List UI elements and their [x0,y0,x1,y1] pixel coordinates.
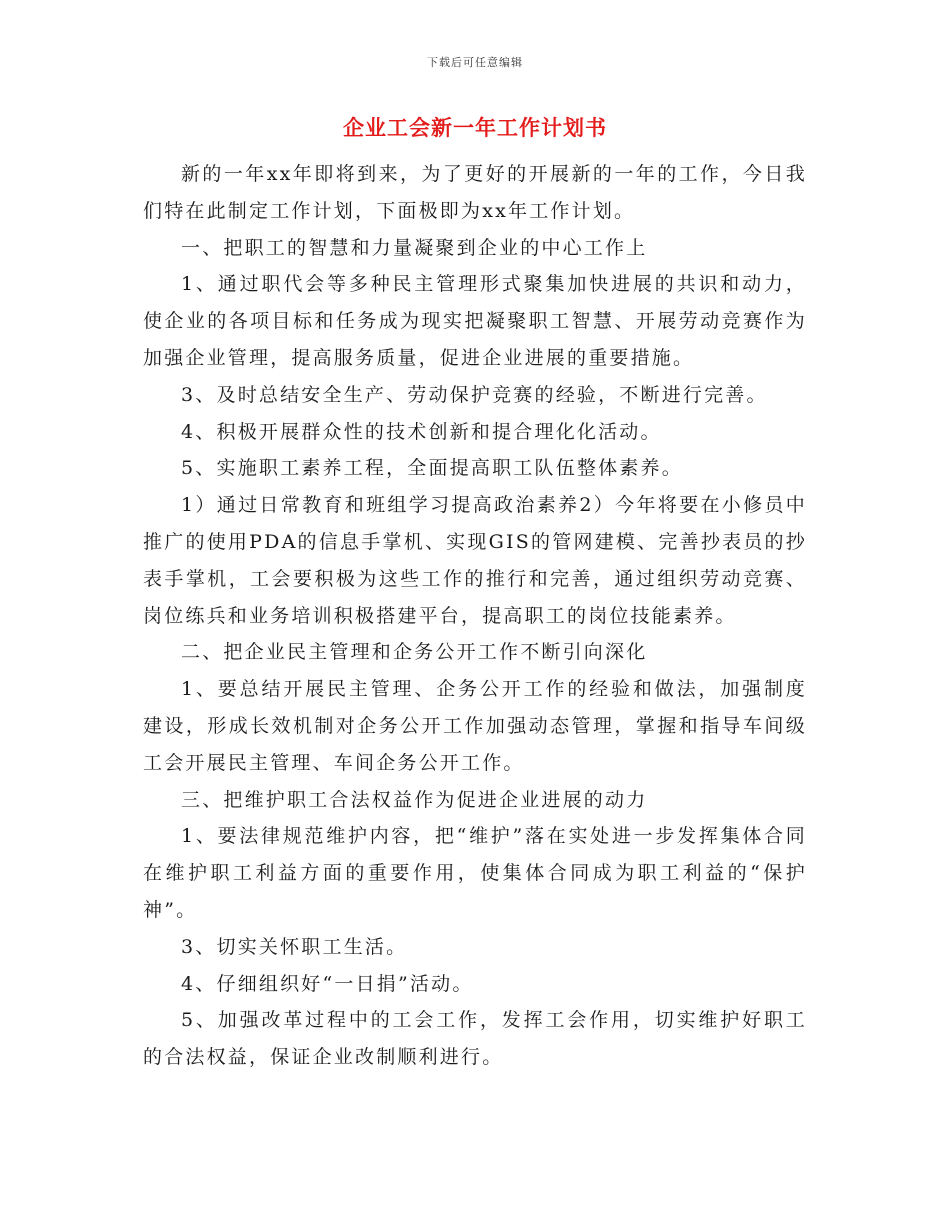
paragraph: 1、通过职代会等多种民主管理形式聚集加快进展的共识和动力，使企业的各项目标和任务成为现实把凝聚职工智慧、开展劳动竞赛作为加强企业管理，提高服务质量，促进企业进展的重要措施。 [143,273,807,369]
paragraph: 新的一年xx年即将到来，为了更好的开展新的一年的工作，今日我们特在此制定工作计划，下面极即为xx年工作计划。 [143,163,807,222]
paragraph: 3、及时总结安全生产、劳动保护竞赛的经验，不断进行完善。 [181,383,768,406]
paragraph: 4、积极开展群众性的技术创新和提合理化化活动。 [181,420,662,443]
paragraph: 4、仔细组织好“一日捐”活动。 [181,972,474,995]
paragraph: 1）通过日常教育和班组学习提高政治素养2）今年将要在小修员中推广的使用PDA的信息手掌机、实现GIS的管网建模、完善抄表员的抄表手掌机，工会要积极为这些工作的推行和完善，通过组织劳动竞赛、岗位练兵和业务培训积极搭建平台，提高职工的岗位技能素养。 [143,494,807,627]
document-body [143,156,807,1076]
paragraph: 1、要总结开展民主管理、企务公开工作的经验和做法，加强制度建设，形成长效机制对企务公开工作加强动态管理，掌握和指导车间级工会开展民主管理、车间企务公开工作。 [143,678,807,774]
section-heading: 二、把企业民主管理和企务公开工作不断引向深化 [181,641,648,664]
section-heading: 三、把维护职工合法权益作为促进企业进展的动力 [181,788,648,811]
header-note: 下载后可任意编辑 [427,56,523,69]
section-heading: 一、把职工的智慧和力量凝聚到企业的中心工作上 [181,236,648,259]
paragraph: 3、切实关怀职工生活。 [181,935,408,958]
paragraph: 1、要法律规范维护内容，把“维护”落在实处进一步发挥集体合同在维护职工利益方面的重要作用，使集体合同成为职工利益的“保护神”。 [143,825,807,921]
paragraph: 5、加强改革过程中的工会工作，发挥工会作用，切实维护好职工的合法权益，保证企业改制顺利进行。 [143,1009,807,1069]
paragraph: 5、实施职工素养工程，全面提高职工队伍整体素养。 [181,457,683,480]
document-title: 企业工会新一年工作计划书 [343,115,607,140]
